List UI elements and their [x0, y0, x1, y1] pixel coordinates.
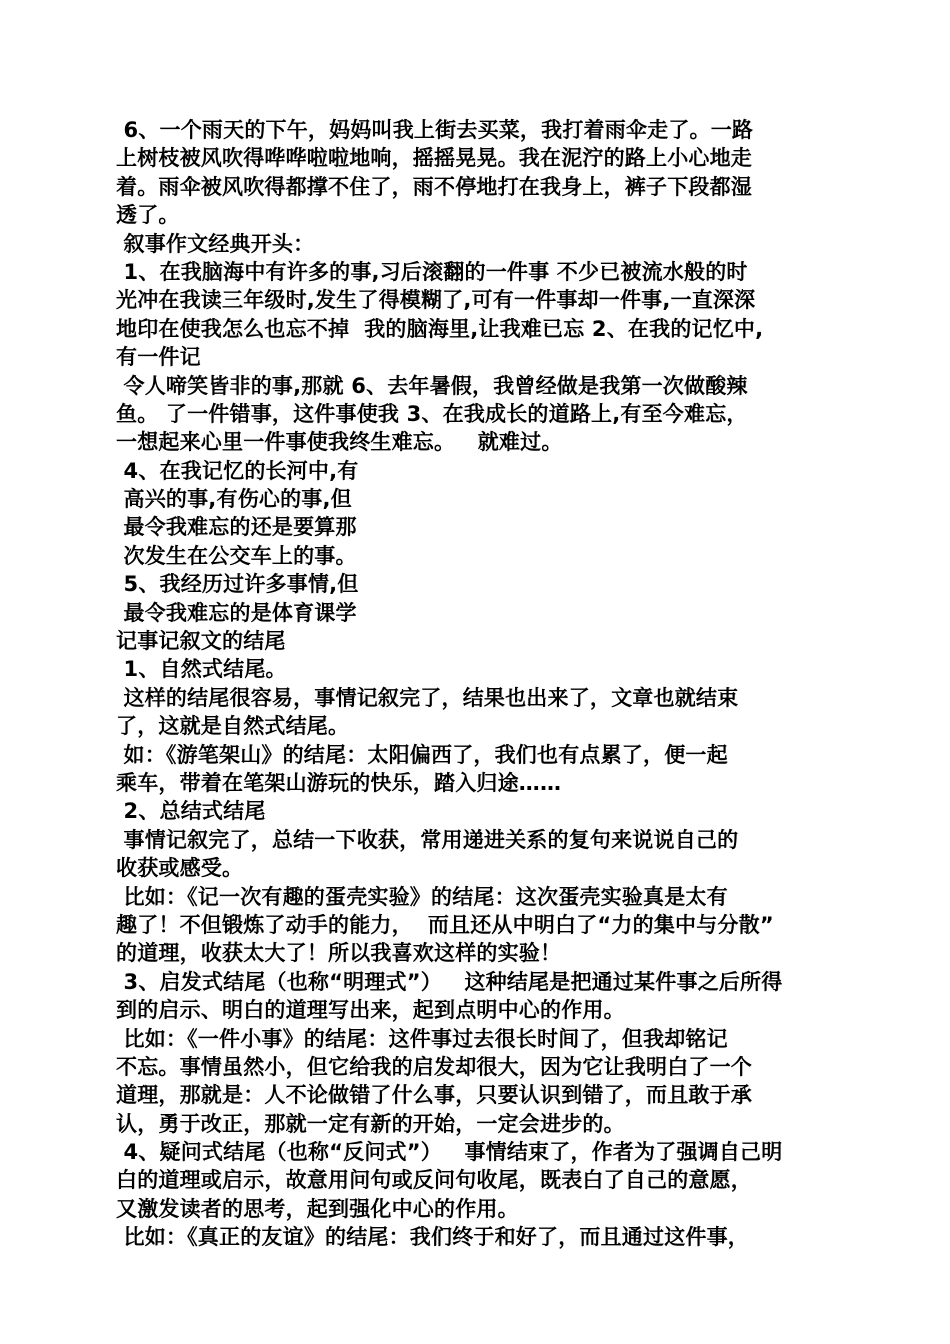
text-line: 鱼。 了一件错事，这件事使我 3、在我成长的道路上,有至今难忘， — [116, 401, 748, 426]
text-line: 白的道理或启示，故意用问句或反问句收尾，既表白了自己的意愿， — [116, 1168, 752, 1193]
text-line: 比如：《真正的友谊》的结尾：我们终于和好了，而且通过这件事， — [116, 1225, 750, 1250]
text-line: 着。雨伞被风吹得都撑不住了，雨不停地打在我身上，裤子下段都湿 — [116, 174, 752, 199]
text-line: 了，这就是自然式结尾。 — [116, 714, 350, 739]
text-line: 高兴的事,有伤心的事,但 — [116, 487, 352, 512]
text-line: 地印在使我怎么也忘不掉 我的脑海里,让我难已忘 2、在我的记忆中, — [116, 316, 764, 341]
text-line: 令人啼笑皆非的事,那就 6、去年暑假，我曾经做是我第一次做酸辣 — [116, 373, 748, 398]
text-line: 最令我难忘的还是要算那 — [116, 515, 357, 540]
text-line: 又激发读者的思考，起到强化中心的作用。 — [116, 1196, 519, 1221]
text-line: 这样的结尾很容易，事情记叙完了，结果也出来了，文章也就结束 — [116, 685, 739, 710]
text-line: 有一件记 — [116, 345, 201, 370]
text-line: 一想起来心里一件事使我终生难忘。 就难过。 — [116, 430, 563, 455]
subsection-heading: 1、自然式结尾。 — [116, 657, 287, 682]
text-line: 1、在我脑海中有许多的事,习后滚翻的一件事 不少已被流水般的时 — [116, 259, 748, 284]
subsection-heading: 4、疑问式结尾（也称“反问式”） 事情结束了，作者为了强调自己明 — [116, 1140, 783, 1165]
text-line: 最令我难忘的是体育课学 — [116, 600, 357, 625]
text-line: 光冲在我读三年级时,发生了得模糊了,可有一件事却一件事,一直深深 — [116, 288, 756, 313]
text-line: 透了。 — [116, 203, 180, 228]
text-line: 趣了！不但锻炼了动手的能力， 而且还从中明白了“力的集中与分散” — [116, 912, 774, 937]
text-line: 上树枝被风吹得哗哗啦啦地响，摇摇晃晃。我在泥泞的路上小心地走 — [116, 146, 752, 171]
text-line: 比如：《一件小事》的结尾：这件事过去很长时间了，但我却铭记 — [116, 1026, 728, 1051]
document-page — [116, 116, 838, 1252]
text-line: 事情记叙完了，总结一下收获，常用递进关系的复句来说说自己的 — [116, 827, 739, 852]
section-heading: 叙事作文经典开头： — [116, 231, 315, 256]
section-heading: 记事记叙文的结尾 — [116, 629, 286, 654]
text-line: 如：《游笔架山》的结尾：太阳偏西了，我们也有点累了，便一起 — [116, 742, 728, 767]
text-line: 道理，那就是：人不论做错了什么事，只要认识到错了，而且敢于承 — [116, 1083, 752, 1108]
text-line: 比如：《记一次有趣的蛋壳实验》的结尾：这次蛋壳实验真是太有 — [116, 884, 728, 909]
text-line: 乘车，带着在笔架山游玩的快乐，踏入归途…… — [116, 770, 562, 795]
subsection-heading: 3、启发式结尾（也称“明理式”） 这种结尾是把通过某件事之后所得 — [116, 969, 783, 994]
text-line: 收获或感受。 — [116, 856, 244, 881]
text-line: 认，勇于改正，那就一定有新的开始，一定会进步的。 — [116, 1111, 625, 1136]
subsection-heading: 2、总结式结尾 — [116, 799, 266, 824]
text-line: 到的启示、明白的道理写出来，起到点明中心的作用。 — [116, 998, 625, 1023]
text-line: 不忘。事情虽然小，但它给我的启发却很大，因为它让我明白了一个 — [116, 1054, 752, 1079]
text-line: 6、一个雨天的下午，妈妈叫我上街去买菜，我打着雨伞走了。一路 — [116, 118, 754, 142]
text-line: 5、我经历过许多事情,但 — [116, 572, 359, 597]
text-line: 次发生在公交车上的事。 — [116, 543, 357, 568]
text-line: 4、在我记忆的长河中,有 — [116, 458, 359, 483]
text-line: 的道理，收获太大了！所以我喜欢这样的实验！ — [116, 941, 562, 966]
